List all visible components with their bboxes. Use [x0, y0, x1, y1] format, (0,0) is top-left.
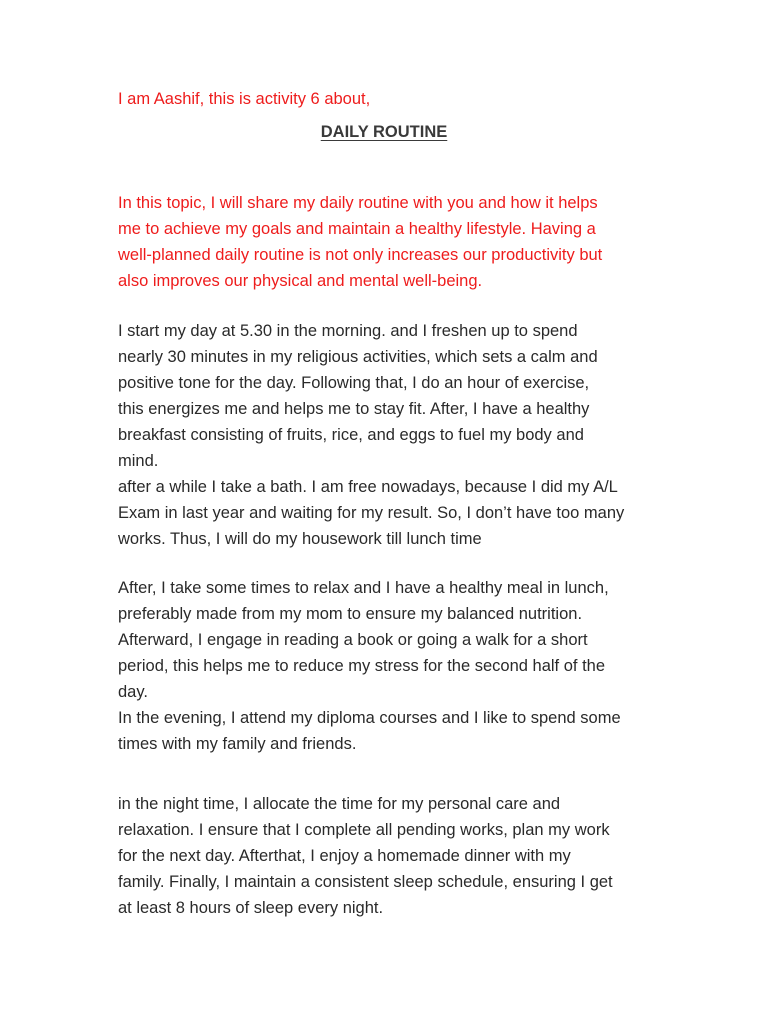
text-line: also improves our physical and mental well-being.: [118, 272, 483, 290]
intro-line: I am Aashif, this is activity 6 about,: [118, 90, 371, 108]
text-line: mind.: [118, 452, 159, 470]
text-line: After, I take some times to relax and I have a healthy meal in lunch,: [118, 579, 609, 597]
text-line: positive tone for the day. Following that, I do an hour of exercise,: [118, 374, 590, 392]
text-line: preferably made from my mom to ensure my balanced nutrition.: [118, 605, 583, 623]
text-line: well-planned daily routine is not only increases our productivity but: [118, 246, 603, 264]
text-line: In this topic, I will share my daily routine with you and how it helps: [118, 194, 598, 212]
text-line: relaxation. I ensure that I complete all pending works, plan my work: [118, 821, 610, 839]
text-line: nearly 30 minutes in my religious activities, which sets a calm and: [118, 348, 598, 366]
text-line: day.: [118, 683, 148, 701]
text-line: for the next day. Afterthat, I enjoy a homemade dinner with my: [118, 847, 571, 865]
text-line: me to achieve my goals and maintain a healthy lifestyle. Having a: [118, 220, 596, 238]
text-line: breakfast consisting of fruits, rice, and eggs to fuel my body and: [118, 426, 584, 444]
text-line: times with my family and friends.: [118, 735, 357, 753]
text-line: after a while I take a bath. I am free nowadays, because I did my A/L: [118, 478, 618, 496]
text-line: In the evening, I attend my diploma courses and I like to spend some: [118, 709, 621, 727]
text-line: Afterward, I engage in reading a book or going a walk for a short: [118, 631, 588, 649]
text-line: period, this helps me to reduce my stress for the second half of the: [118, 657, 605, 675]
text-line: at least 8 hours of sleep every night.: [118, 899, 384, 917]
text-line: I start my day at 5.30 in the morning. and I freshen up to spend: [118, 322, 578, 340]
document-title: DAILY ROUTINE: [320, 123, 448, 141]
text-line: Exam in last year and waiting for my result. So, I don’t have too many: [118, 504, 625, 522]
text-line: in the night time, I allocate the time for my personal care and: [118, 795, 561, 813]
text-line: this energizes me and helps me to stay fit. After, I have a healthy: [118, 400, 590, 418]
text-line: family. Finally, I maintain a consistent sleep schedule, ensuring I get: [118, 873, 613, 891]
text-line: works. Thus, I will do my housework till lunch time: [118, 530, 482, 548]
